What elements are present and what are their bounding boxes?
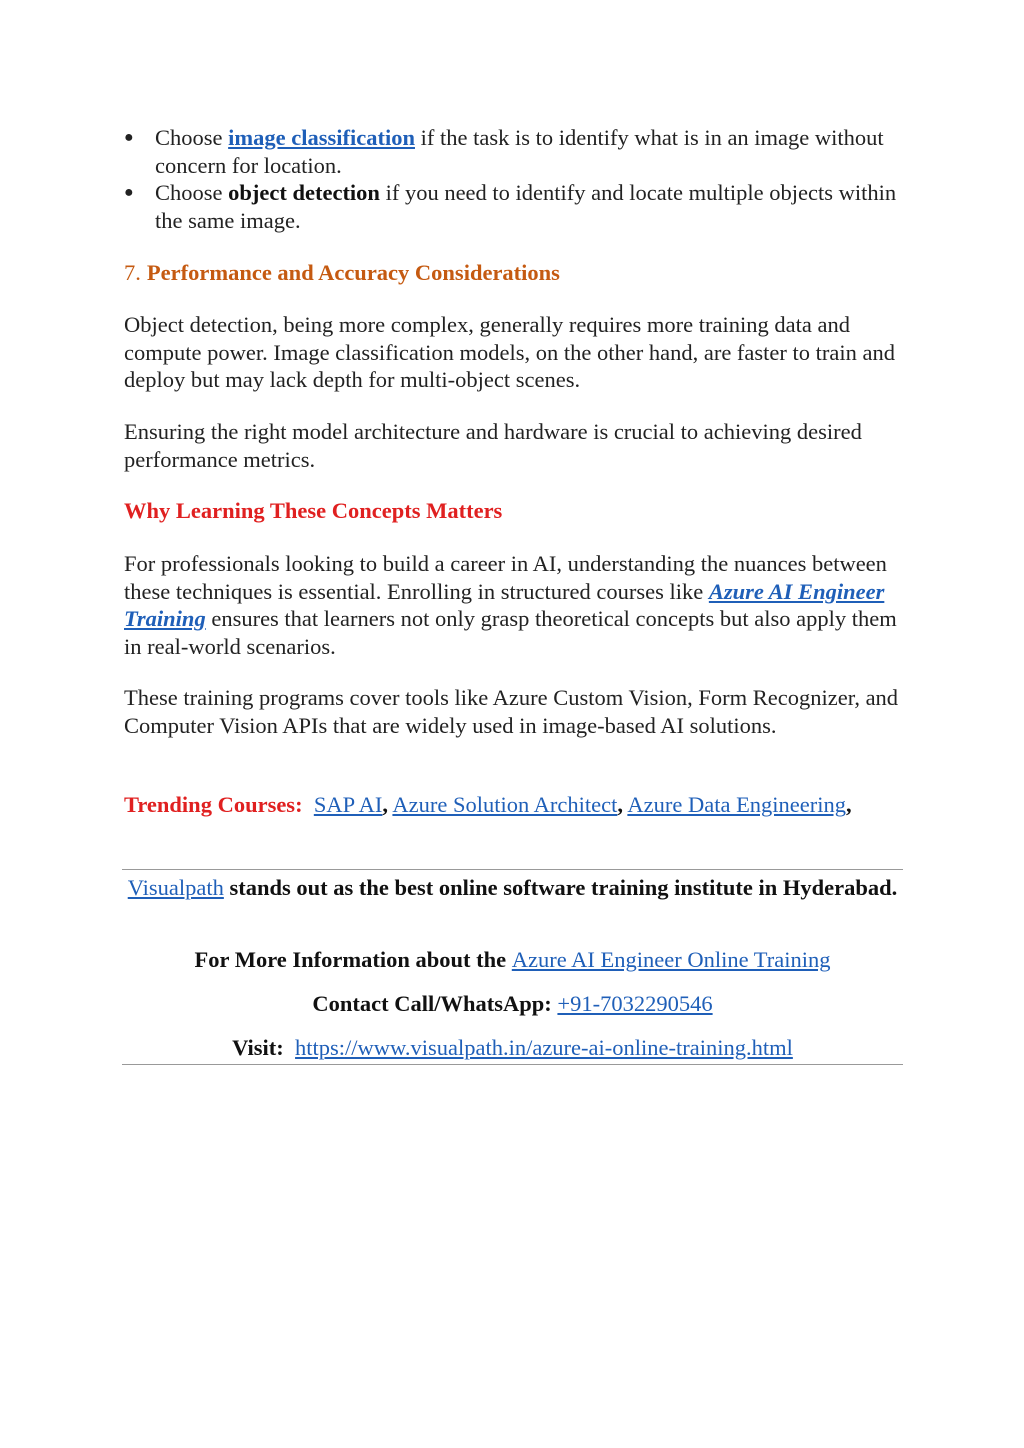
azure-ai-engineer-training-link[interactable]: Azure AI Engineer Training [124, 578, 885, 631]
visualpath-link[interactable]: Visualpath [127, 875, 224, 900]
paragraph-text: For professionals looking to build a career in AI, understanding the nuances between these techniques is essential. Enrolling in structured courses like [124, 551, 887, 604]
visit-label: Visit: [232, 1035, 284, 1060]
object-detection-term: object detection [228, 180, 380, 205]
section-heading [124, 259, 560, 287]
sap-ai-link[interactable]: SAP AI [313, 792, 383, 817]
list-item [124, 124, 904, 179]
divider [122, 869, 903, 870]
azure-solution-architect-link[interactable]: Azure Solution Architect [392, 792, 618, 817]
paragraph: Ensuring the right model architecture and hardware is crucial to achieving desired performance metrics. [124, 419, 862, 472]
info-label: For More Information about the [194, 947, 512, 972]
bullet-dot-icon: ● [124, 184, 134, 201]
trailing-comma: , [846, 792, 852, 817]
section-title: Performance and Accuracy Considerations [146, 260, 560, 285]
footer-brand-line [122, 873, 903, 902]
separator: , [617, 792, 623, 817]
divider [122, 1064, 903, 1065]
separator: , [382, 792, 389, 817]
paragraph [124, 550, 904, 660]
bullet-suffix: if you need to identify and locate multiple objects within the same image. [155, 180, 897, 233]
trending-label: Trending Courses: [124, 792, 303, 817]
paragraph: These training programs cover tools like Azure Custom Vision, Form Recognizer, and Computer Vision APIs that are widely used in image-based AI solutions. [124, 685, 899, 738]
azure-ai-online-training-link[interactable]: Azure AI Engineer Online Training [511, 947, 831, 972]
paragraph-text: ensures that learners not only grasp theoretical concepts but also apply them in real-world scenarios. [124, 606, 897, 659]
list-item [124, 179, 904, 234]
why-heading: Why Learning These Concepts Matters [124, 498, 503, 523]
azure-data-engineering-link[interactable]: Azure Data Engineering [627, 792, 847, 817]
section-number: 7. [124, 260, 141, 285]
bullet-dot-icon: ● [124, 129, 134, 146]
visit-url-link[interactable]: https://www.visualpath.in/azure-ai-online-training.html [295, 1035, 793, 1060]
contact-label: Contact Call/WhatsApp: [312, 991, 552, 1016]
phone-link[interactable]: +91-7032290546 [557, 991, 713, 1016]
footer-visit-line [122, 1034, 903, 1062]
footer-info-line [122, 946, 903, 974]
bullet-prefix: Choose [155, 180, 229, 205]
footer-contact-line [122, 990, 903, 1018]
trending-courses [124, 791, 904, 819]
image-classification-link[interactable]: image classification [228, 125, 415, 150]
bullet-list [124, 124, 904, 234]
bullet-suffix: if the task is to identify what is in an image without concern for location. [155, 125, 884, 178]
paragraph: Object detection, being more complex, generally requires more training data and compute power. Image classification models, on the other hand, are faster to train and deploy but may lack depth for multi-object scenes. [124, 312, 895, 392]
bullet-prefix: Choose [155, 125, 229, 150]
brand-text: stands out as the best online software training institute in Hyderabad. [223, 875, 898, 900]
